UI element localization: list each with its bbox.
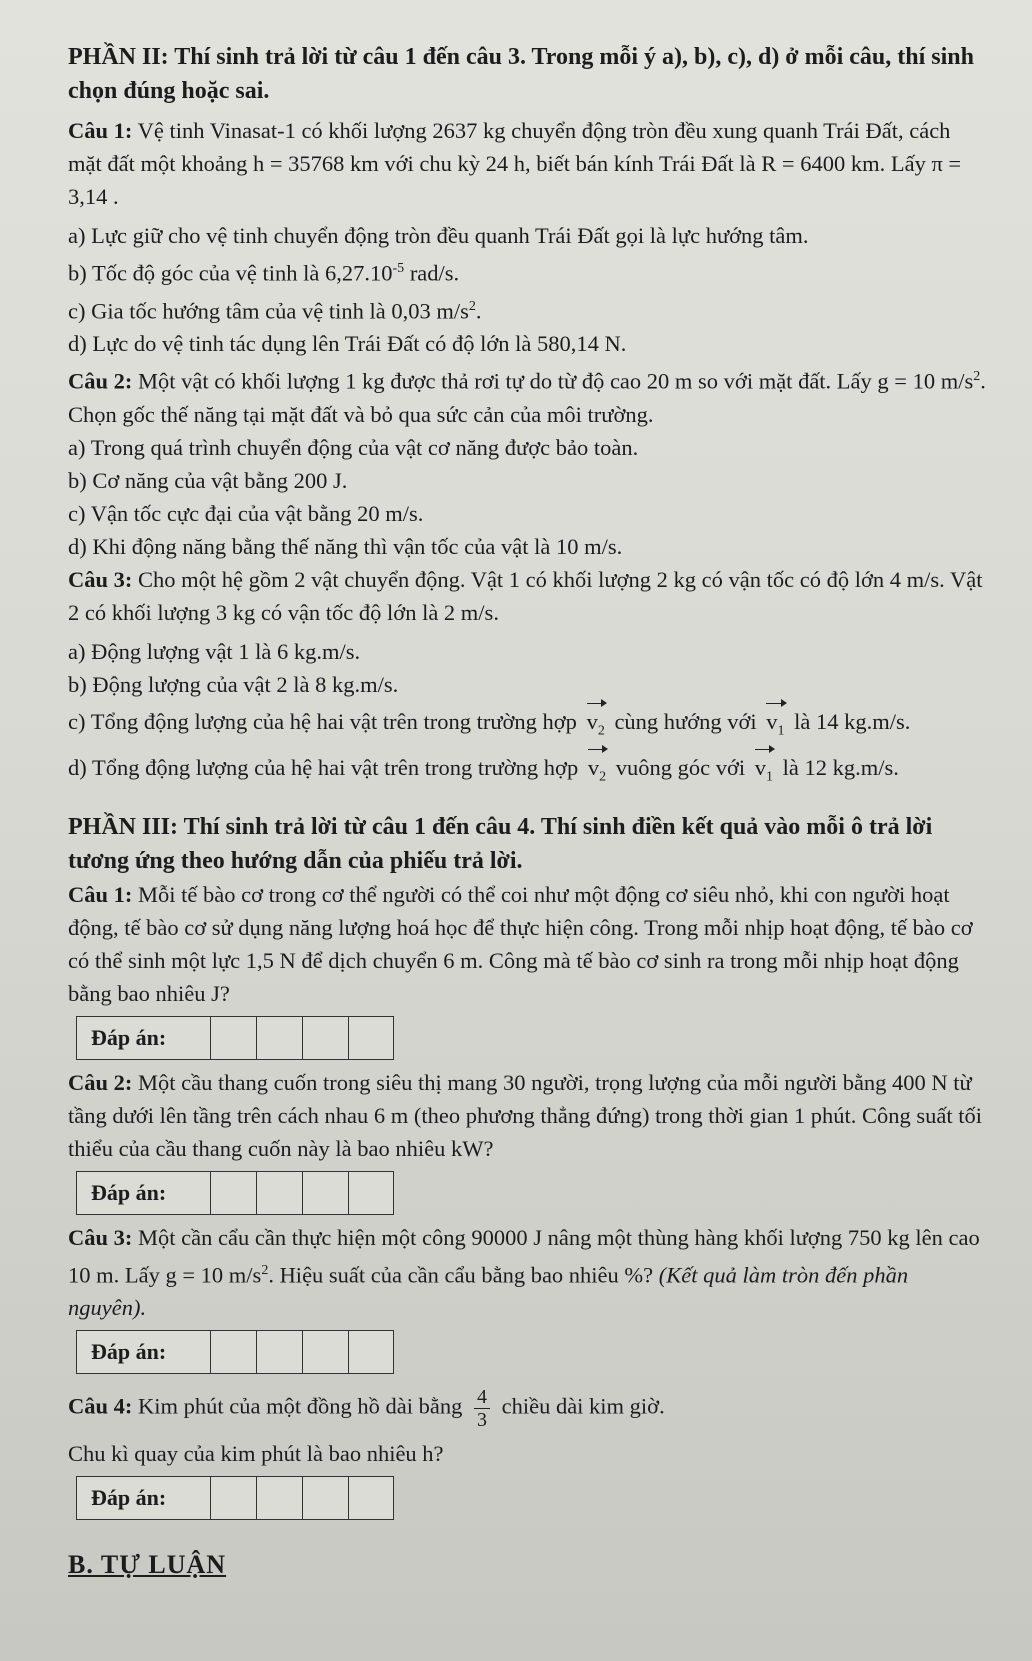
option-b: b) Cơ năng của vật bằng 200 J. <box>68 467 348 493</box>
answer-box[interactable] <box>210 1476 256 1520</box>
option-d: d) Khi động năng bằng thế năng thì vận tốc của vật là 10 m/s. <box>68 533 623 559</box>
question-number: Câu 2: <box>68 368 133 394</box>
answer-row-1 <box>76 1016 986 1060</box>
answer-box[interactable] <box>348 1476 394 1520</box>
part2-title: PHẦN II: Thí sinh trả lời từ câu 1 đến câu 3. Trong mỗi ý a), b), c), d) ở mỗi câu, thí sinh chọn đúng hoặc sai. <box>68 44 974 104</box>
answer-box[interactable] <box>210 1330 256 1374</box>
answer-box[interactable] <box>256 1476 302 1520</box>
answer-row-3 <box>76 1330 986 1374</box>
option-c: c) Tổng động lượng của hệ hai vật trên trong trường hợp $v_2$ cùng hướng với $v_1$ là 14 kg.m/s. <box>68 701 986 748</box>
answer-box[interactable] <box>256 1330 302 1374</box>
vector-v2: $v_2$ <box>588 747 606 794</box>
question-number: Câu 1: <box>68 118 133 143</box>
answer-box[interactable] <box>256 1016 302 1060</box>
answer-box[interactable] <box>210 1171 256 1215</box>
answer-box[interactable] <box>302 1171 348 1215</box>
answer-box[interactable] <box>302 1016 348 1060</box>
part2-question-2: Câu 2: Một vật có khối lượng 1 kg được thả rơi tự do từ độ cao 20 m so với mặt đất. Lấy g = 10 $m/s^2$. Chọn gốc thế năng tại mặt đất và bỏ qua sức cản của môi trường. <box>68 368 986 427</box>
part3-question-2 <box>68 1066 986 1165</box>
option-c: c) Vận tốc cực đại của vật bằng 20 m/s. <box>68 500 424 526</box>
part3-question-4-line2: Chu kì quay của kim phút là bao nhiêu h? <box>68 1441 444 1466</box>
answer-box[interactable] <box>302 1330 348 1374</box>
question-text: Mỗi tế bào cơ trong cơ thể người có thể coi như một động cơ siêu nhỏ, khi con người hoạt động, tế bào cơ sử dụng năng lượng hoá học để thực hiện công. Trong mỗi nhịp hoạt động, tế bào cơ có thể sinh một lực 1,5 N để dịch chuyển 6 m. Công mà tế bào cơ sinh ra trong mỗi nhịp hoạt động bằng bao nhiêu J? <box>68 881 973 1006</box>
question-text: Vệ tinh Vinasat-1 có khối lượng 2637 kg chuyển động tròn đều xung quanh Trái Đất, cách mặt đất một khoảng h = 35768 km với chu kỳ 24 h, biết bán kính Trái Đất là R = 6400 km. Lấy π = 3,14 . <box>68 118 962 209</box>
answer-box[interactable] <box>256 1171 302 1215</box>
vector-v1: $v_1$ <box>755 747 773 794</box>
answer-row-4 <box>76 1476 986 1520</box>
part3-title: PHẦN III: Thí sinh trả lời từ câu 1 đến câu 4. Thí sinh điền kết quả vào mỗi ô trả lời tương ứng theo hướng dẫn của phiếu trả lời. <box>68 813 933 874</box>
part2-question-1 <box>68 114 986 213</box>
option-d: d) Lực do vệ tinh tác dụng lên Trái Đất có độ lớn là 580,14 N. <box>68 331 627 356</box>
part3-question-4: Câu 4: Kim phút của một đồng hồ dài bằng $\frac{4}{3}$ chiều dài kim giờ. <box>68 1386 665 1431</box>
question-number: Câu 1: <box>68 881 133 907</box>
answer-box[interactable] <box>210 1016 256 1060</box>
option-c: c) Gia tốc hướng tâm của vệ tinh là 0,03 $m/s^2$. <box>68 298 482 323</box>
answer-label: Đáp án: <box>76 1476 210 1520</box>
answer-label: Đáp án: <box>76 1330 210 1374</box>
option-b: b) Tốc độ góc của vệ tinh là $6,27.10^{-5}$ rad/s. <box>68 260 460 286</box>
option-d: d) Tổng động lượng của hệ hai vật trên trong trường hợp $v_2$ vuông góc với $v_1$ là 12 kg.m/s. <box>68 747 986 794</box>
answer-box[interactable] <box>348 1330 394 1374</box>
fraction: $\frac{4}{3}$ <box>474 1386 490 1431</box>
question-number: Câu 3: <box>68 566 133 592</box>
part3-question-1 <box>68 878 986 1010</box>
answer-box[interactable] <box>348 1171 394 1215</box>
part3-question-3: Câu 3: Một cần cẩu cần thực hiện một công 90000 J nâng một thùng hàng khối lượng 750 kg lên cao 10 m. Lấy g = 10 $m/s^2$. Hiệu suất của cần cẩu bằng bao nhiêu %? (Kết quả làm tròn đến phần nguyên). <box>68 1224 980 1320</box>
question-number: Câu 2: <box>68 1069 133 1095</box>
answer-label: Đáp án: <box>76 1171 210 1215</box>
question-text: Một cầu thang cuốn trong siêu thị mang 30 người, trọng lượng của mỗi người bằng 400 N từ tầng dưới lên tầng trên cách nhau 6 m (theo phương thẳng đứng) trong thời gian 1 phút. Công suất tối thiểu của cầu thang cuốn này là bao nhiêu kW? <box>68 1069 982 1161</box>
question-text: Cho một hệ gồm 2 vật chuyển động. Vật 1 có khối lượng 2 kg có vận tốc có độ lớn 4 m/s. Vật 2 có khối lượng 3 kg có vận tốc độ lớn là 2 m/s. <box>68 566 983 625</box>
answer-box[interactable] <box>302 1476 348 1520</box>
option-a: a) Lực giữ cho vệ tinh chuyển động tròn đều quanh Trái Đất gọi là lực hướng tâm. <box>68 223 809 248</box>
option-b: b) Động lượng của vật 2 là 8 kg.m/s. <box>68 671 399 697</box>
part-b-title: B. TỰ LUẬN <box>68 1550 227 1579</box>
question-number: Câu 4: <box>68 1393 133 1419</box>
answer-row-2 <box>76 1171 986 1215</box>
part2-question-3 <box>68 563 986 629</box>
answer-label: Đáp án: <box>76 1016 210 1060</box>
option-a: a) Trong quá trình chuyển động của vật cơ năng được bảo toàn. <box>68 434 639 460</box>
option-a: a) Động lượng vật 1 là 6 kg.m/s. <box>68 638 361 664</box>
rounding-note: (Kết quả làm tròn đến phần nguyên). <box>68 1262 909 1320</box>
answer-box[interactable] <box>348 1016 394 1060</box>
vector-v1: $v_1$ <box>766 701 784 748</box>
vector-v2: $v_2$ <box>587 701 605 748</box>
question-number: Câu 3: <box>68 1224 133 1250</box>
